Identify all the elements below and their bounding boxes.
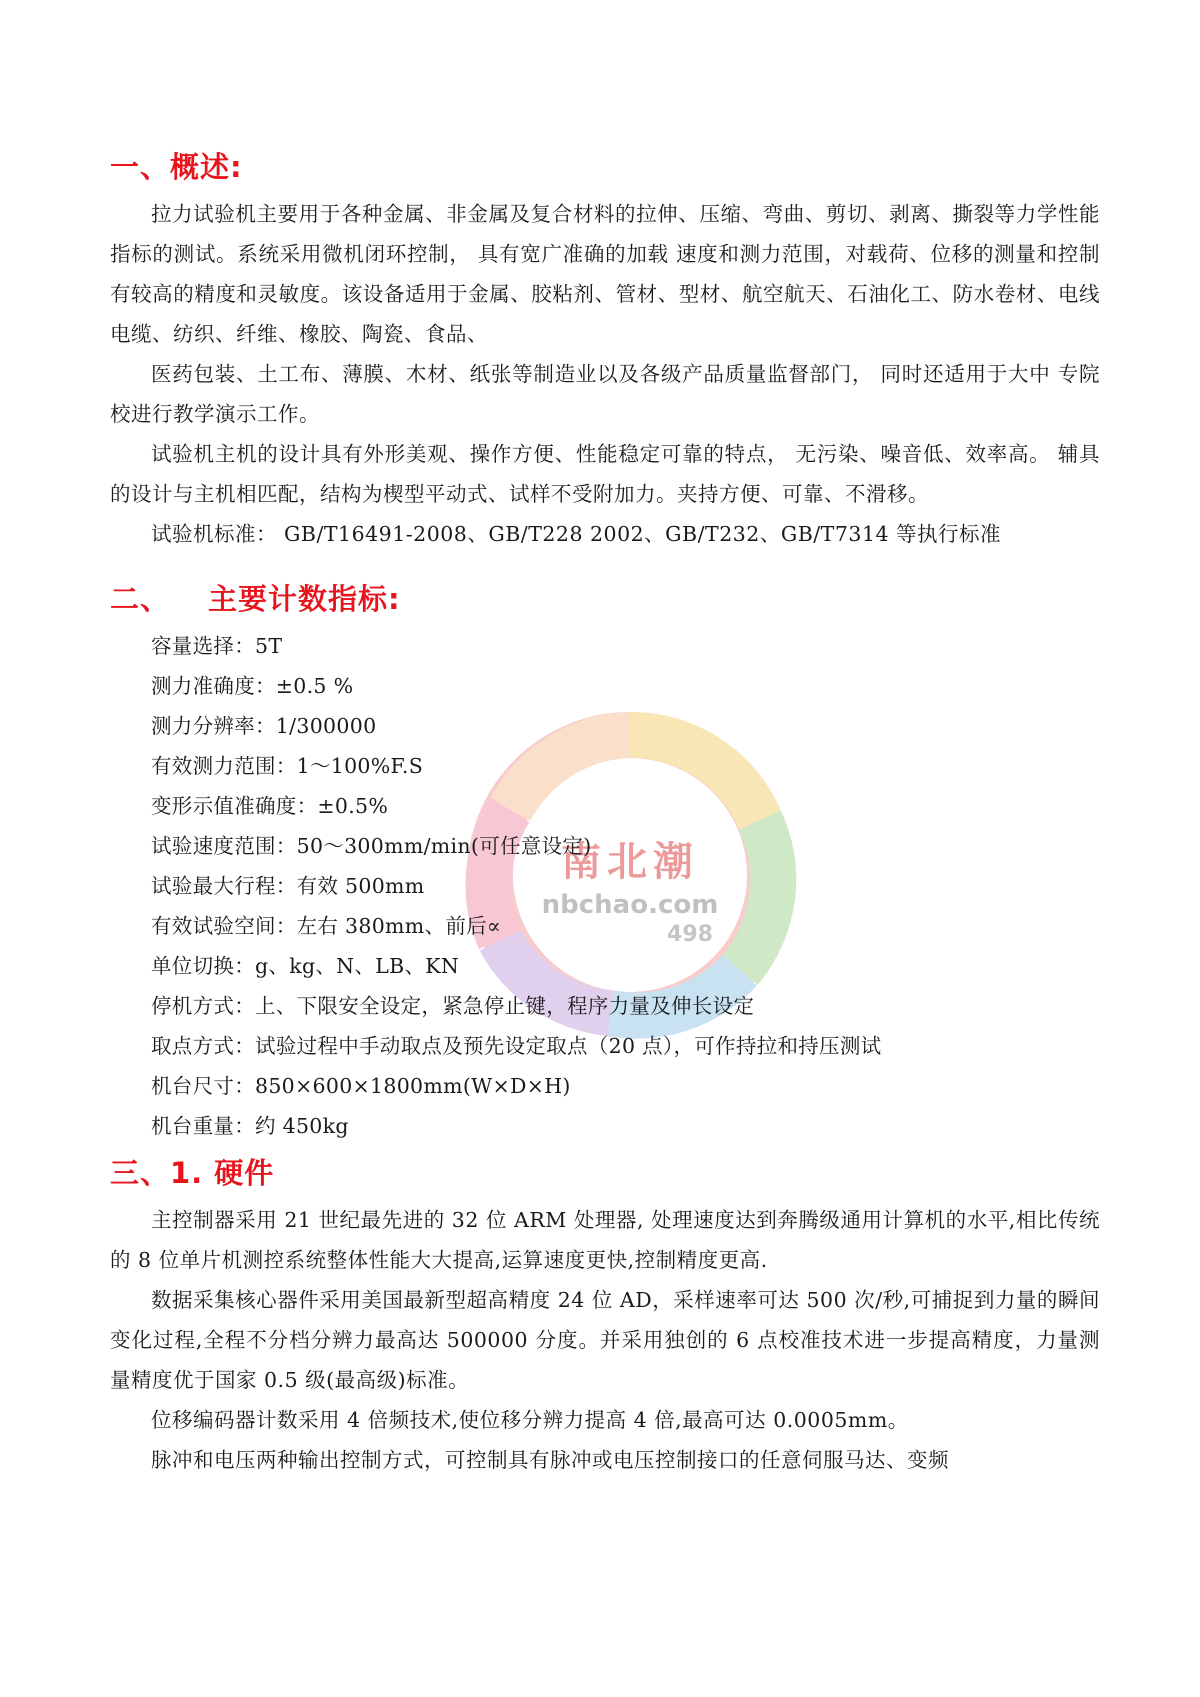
spec-item-force-accuracy: 测力准确度：±0.5 %: [151, 674, 354, 698]
spec-item-speed-range: 试验速度范围：50～300mm/min(可任意设定): [151, 834, 592, 858]
spec-item-force-range: 有效测力范围：1～100%F.S: [151, 754, 424, 778]
spec-item-max-stroke: 试验最大行程：有效 500mm: [151, 874, 425, 898]
spec-item-dimensions: 机台尺寸：850×600×1800mm(W×D×H): [151, 1074, 571, 1098]
spec-item-force-resolution: 测力分辨率：1/300000: [151, 714, 377, 738]
spec-item-deformation-accuracy: 变形示值准确度：±0.5%: [151, 794, 389, 818]
specs-section: [110, 572, 1100, 1146]
hardware-heading: 三、1. 硬件: [110, 1156, 275, 1190]
hardware-paragraph-3: 位移编码器计数采用 4 倍频技术,使位移分辨力提高 4 倍,最高可达 0.0005mm。: [151, 1408, 909, 1432]
overview-heading: 一、概述:: [110, 150, 243, 184]
specs-heading-text: 主要计数指标:: [208, 582, 401, 616]
watermark-brand: 南北潮: [561, 839, 699, 885]
hardware-paragraph-1: 主控制器采用 21 世纪最先进的 32 位 ARM 处理器, 处理速度达到奔腾级通用计算机的水平,相比传统的 8 位单片机测控系统整体性能大大提高,运算速度更快,控制精度更高.: [110, 1208, 1100, 1272]
hardware-paragraph-4: 脉冲和电压两种输出控制方式，可控制具有脉冲或电压控制接口的任意伺服马达、变频: [151, 1448, 949, 1472]
spec-item-sampling-mode: 取点方式：试验过程中手动取点及预先设定取点（20 点），可作持拉和持压测试: [151, 1034, 882, 1058]
spec-item-unit-switch: 单位切换：g、kg、N、LB、KN: [151, 954, 460, 978]
hardware-paragraph-2: 数据采集核心器件采用美国最新型超高精度 24 位 AD，采样速率可达 500 次/秒,可捕捉到力量的瞬间变化过程,全程不分档分辨力最高达 500000 分度。并采用独创的 6 点校准技术进一步提高精度，力量测量精度优于国家 0.5 级(最高级)标准。: [110, 1288, 1100, 1392]
spec-item-test-space: 有效试验空间：左右 380mm、前后∝: [151, 914, 502, 938]
spec-item-weight: 机台重量：约 450kg: [151, 1114, 349, 1138]
spec-item-stop-mode: 停机方式：上、下限安全设定，紧急停止键，程序力量及伸长设定: [151, 994, 755, 1018]
specs-heading: [110, 572, 1100, 626]
watermark-url: nbchao.com: [541, 890, 719, 920]
specs-heading-number: 二、: [110, 582, 171, 616]
overview-paragraph-2: 医药包装、土工布、薄膜、木材、纸张等制造业以及各级产品质量监督部门， 同时还适用于大中 专院校进行教学演示工作。: [110, 362, 1100, 426]
watermark-number: 498: [667, 922, 713, 947]
spec-item-capacity: 容量选择：5T: [151, 634, 283, 658]
document-page: [110, 140, 1100, 1480]
overview-standards: 试验机标准： GB/T16491-2008、GB/T228 2002、GB/T232、GB/T7314 等执行标准: [151, 522, 1002, 546]
overview-paragraph-3: 试验机主机的设计具有外形美观、操作方便、性能稳定可靠的特点， 无污染、噪音低、效率高。 辅具的设计与主机相匹配，结构为楔型平动式、试样不受附加力。夹持方便、可靠、不滑移。: [110, 442, 1100, 506]
overview-paragraph-1: 拉力试验机主要用于各种金属、非金属及复合材料的拉伸、压缩、弯曲、剪切、剥离、撕裂等力学性能指标的测试。系统采用微机闭环控制， 具有宽广准确的加载 速度和测力范围，对载荷、位移的测量和控制有较高的精度和灵敏度。该设备适用于金属、胶粘剂、管材、型材、航空航天、石油化工、防水卷材、电线电缆、纺织、纤维、橡胶、陶瓷、食品、: [110, 202, 1100, 346]
hardware-section: [110, 1146, 1100, 1480]
overview-section: [110, 140, 1100, 554]
